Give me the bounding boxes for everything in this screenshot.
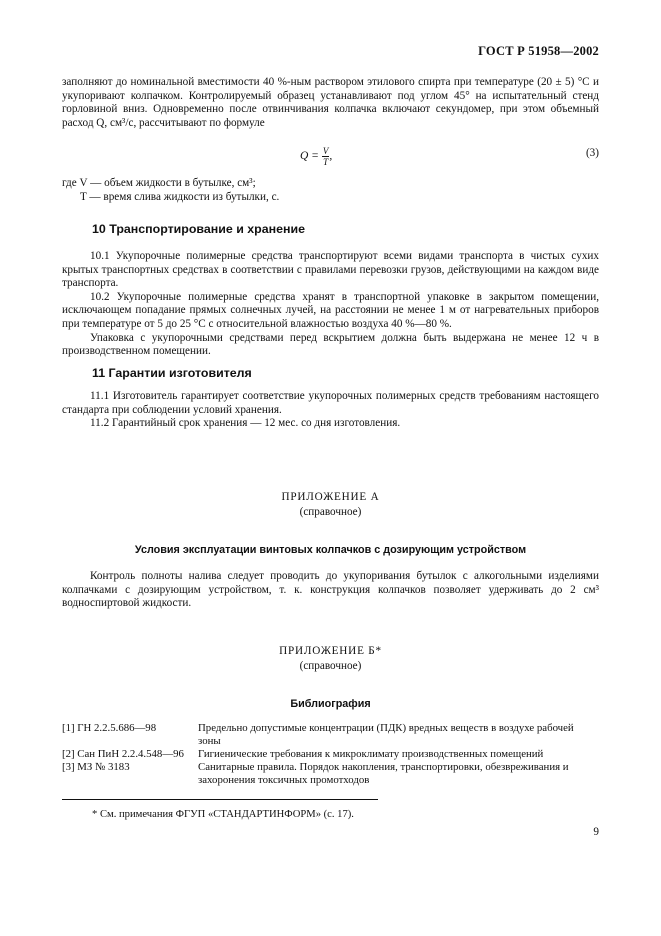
formula-denominator: T	[323, 157, 329, 167]
para-10-3: Упаковка с укупорочными средствами перед вскрытием должна быть выдержана не менее 12 ч в производственном помещении.	[62, 331, 599, 358]
para-10-2: 10.2 Укупорочные полимерные средства хранят в транспортной упаковке в закрытом помещении, исключающем попадание прямых солнечных лучей, на расстоянии не менее 1 м от нагревательных приборов при температуре от 5 до 25 °С с относительной влажностью воздуха 40 %—80 %.	[62, 290, 599, 330]
formula-lhs: Q =	[300, 150, 319, 163]
bib-text: Гигиенические требования к микроклимату производственных помещений	[198, 748, 544, 760]
intro-paragraph	[62, 76, 599, 130]
bib-ref: [1] ГН 2.2.5.686—98	[62, 722, 157, 734]
para-11-1: 11.1 Изготовитель гарантирует соответствие укупорочных полимерных средств требованиям настоящего стандарта при соблюдении условий хранения.	[62, 390, 599, 416]
legend-t: T — время слива жидкости из бутылки, с.	[80, 190, 280, 203]
appendix-b-kind: (справочное)	[299, 660, 362, 672]
standard-header: ГОСТ Р 51958—2002	[478, 44, 599, 58]
appendix-b-label: ПРИЛОЖЕНИЕ Б*	[279, 645, 382, 657]
para-10-1: 10.1 Укупорочные полимерные средства транспортируют всеми видами транспорта в чистых сухих крытых транспортных средствах в соответствии с правилами перевозки грузов, действующими на каждом виде транспорта.	[62, 250, 599, 290]
section-10-title: 10 Транспортирование и хранение	[92, 222, 305, 236]
bib-ref: [2] Сан ПиН 2.2.4.548—96	[62, 748, 184, 760]
bib-text: Санитарные правила. Порядок накопления, транспортировки, обезвреживания и захоронения токсичных промотходов	[198, 761, 569, 786]
section-11-body	[62, 390, 599, 431]
section-10-body	[62, 250, 599, 359]
bib-ref: [3] МЗ № 3183	[62, 761, 130, 773]
footnote-divider	[62, 799, 378, 800]
footnote: * См. примечания ФГУП «СТАНДАРТИНФОРМ» (с. 17).	[92, 809, 354, 820]
page-number: 9	[593, 826, 599, 838]
bibliography-title: Библиография	[290, 698, 371, 710]
formula-tail: ,	[329, 150, 333, 163]
section-11-title: 11 Гарантии изготовителя	[92, 366, 252, 380]
legend-v: где V — объем жидкости в бутылке, см³;	[62, 177, 256, 189]
formula-numerator: V	[322, 146, 329, 156]
bibliography-list	[62, 722, 599, 787]
intro-text: заполняют до номинальной вместимости 40 %-ным раствором этилового спирта при температуре (20 ± 5) °С и укупоривают колпачком. Контролируемый образец устанавливают под углом 45° на испытательный стенд горловиной вниз. Одновременно после отвинчивания колпачка включают секундомер, при этом объемный расход Q, см³/с, рассчитывают по формуле	[62, 76, 599, 129]
bib-item	[62, 722, 599, 748]
appendix-a-kind: (справочное)	[299, 506, 362, 518]
appendix-a-label: ПРИЛОЖЕНИЕ А	[281, 491, 380, 503]
appendix-a-title: Условия эксплуатации винтовых колпачков с дозирующим устройством	[134, 544, 527, 556]
bib-text: Предельно допустимые концентрации (ПДК) вредных веществ в воздухе рабочей зоны	[198, 722, 574, 747]
appendix-a-body	[62, 570, 599, 611]
para-11-2: 11.2 Гарантийный срок хранения — 12 мес. со дня изготовления.	[90, 417, 401, 430]
formula	[300, 146, 332, 167]
formula-legend	[62, 177, 599, 204]
bib-item	[62, 761, 599, 787]
equation-number: (3)	[585, 147, 599, 159]
bib-item	[62, 748, 599, 761]
appendix-a-text: Контроль полноты налива следует проводить до укупоривания бутылок с алкогольными изделиями колпачками с дозирующим устройством, т. к. конструкция колпачков позволяет удерживать до 2 см³ водноспиртовой жидкости.	[62, 570, 599, 610]
